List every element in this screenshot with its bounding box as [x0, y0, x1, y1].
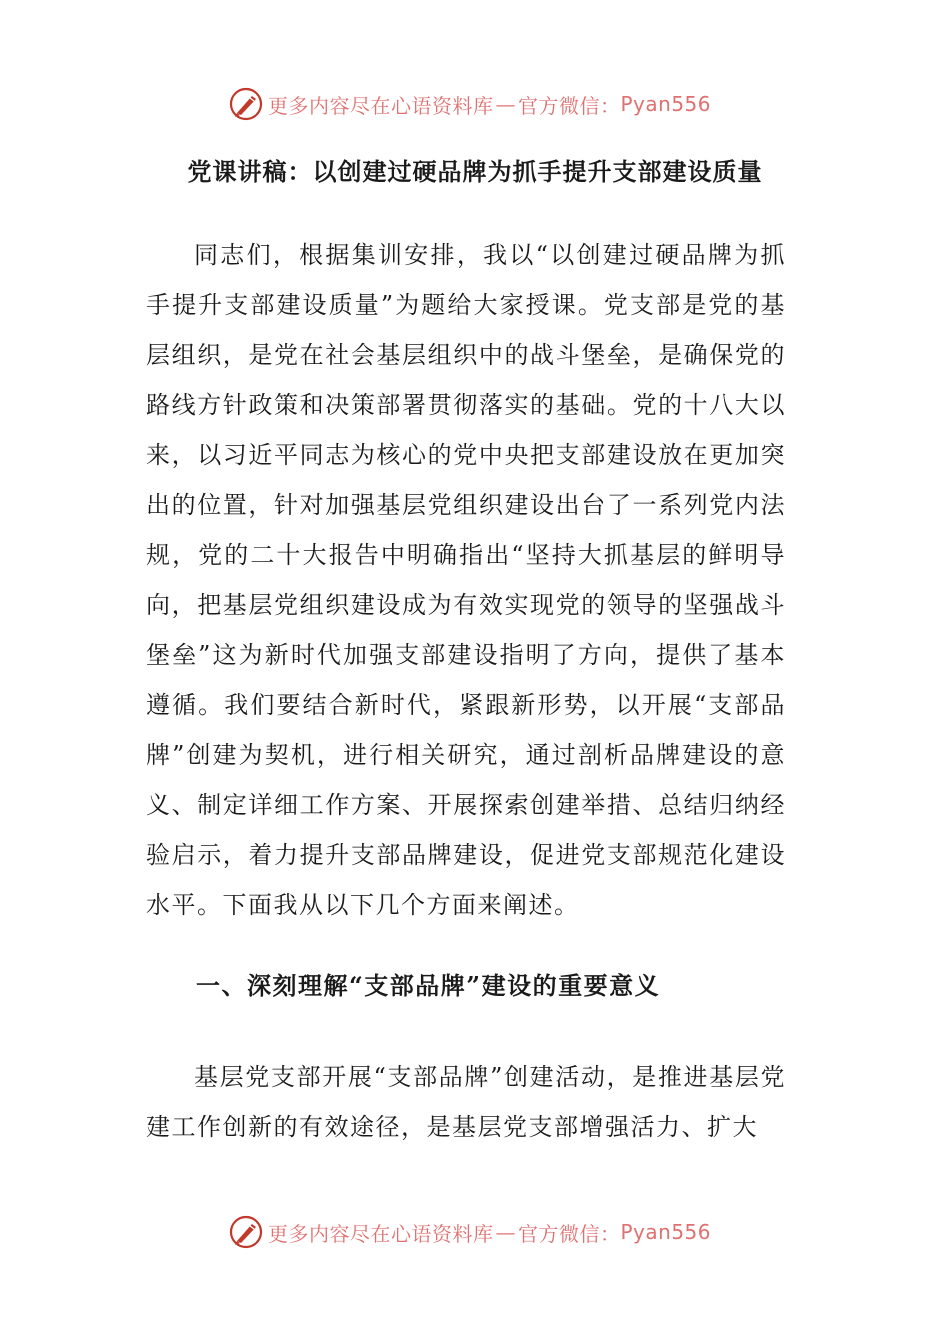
pen-logo-icon — [228, 86, 264, 122]
watermark-wechat-label: 官方微信： — [518, 93, 621, 118]
watermark-wechat-id: Pyan556 — [620, 92, 712, 116]
watermark-text: 更多内容尽在心语资料库 — [268, 1221, 494, 1246]
watermark-separator: — — [495, 1220, 516, 1244]
watermark-wechat-label: 官方微信： — [518, 1221, 621, 1246]
watermark-wechat-id: Pyan556 — [620, 1220, 712, 1244]
document-title: 党课讲稿：以创建过硬品牌为抓手提升支部建设质量 — [187, 157, 763, 186]
pen-logo-icon — [228, 1214, 264, 1250]
body-paragraph-1: 同志们，根据集训安排，我以“以创建过硬品牌为抓手提升支部建设质量”为题给大家授课。党支部是党的基层组织，是党在社会基层组织中的战斗堡垒，是确保党的路线方针政策和决策部署贯彻落实的基础。党的十八大以来，以习近平同志为核心的党中央把支部建设放在更加突出的位置，针对加强基层党组织建设出台了一系列党内法规，党的二十大报告中明确指出“坚持大抓基层的鲜明导向，把基层党组织建设成为有效实现党的领导的坚强战斗堡垒”这为新时代加强支部建设指明了方向，提供了基本遵循。我们要结合新时代，紧跟新形势，以开展“支部品牌”创建为契机，进行相关研究，通过剖析品牌建设的意义、制定详细工作方案、开展探索创建举措、总结归纳经验启示，着力提升支部品牌建设，促进党支部规范化建设水平。下面我从以下几个方面来阐述。 — [146, 241, 786, 919]
body-paragraph-2: 基层党支部开展“支部品牌”创建活动，是推进基层党建工作创新的有效途径，是基层党支部增强活力、扩大 — [146, 1063, 786, 1141]
watermark-text: 更多内容尽在心语资料库 — [268, 93, 494, 118]
watermark-header — [228, 84, 748, 124]
watermark-footer — [228, 1212, 748, 1252]
section-heading: 一、深刻理解“支部品牌”建设的重要意义 — [196, 971, 661, 1000]
watermark-separator: — — [495, 92, 516, 116]
